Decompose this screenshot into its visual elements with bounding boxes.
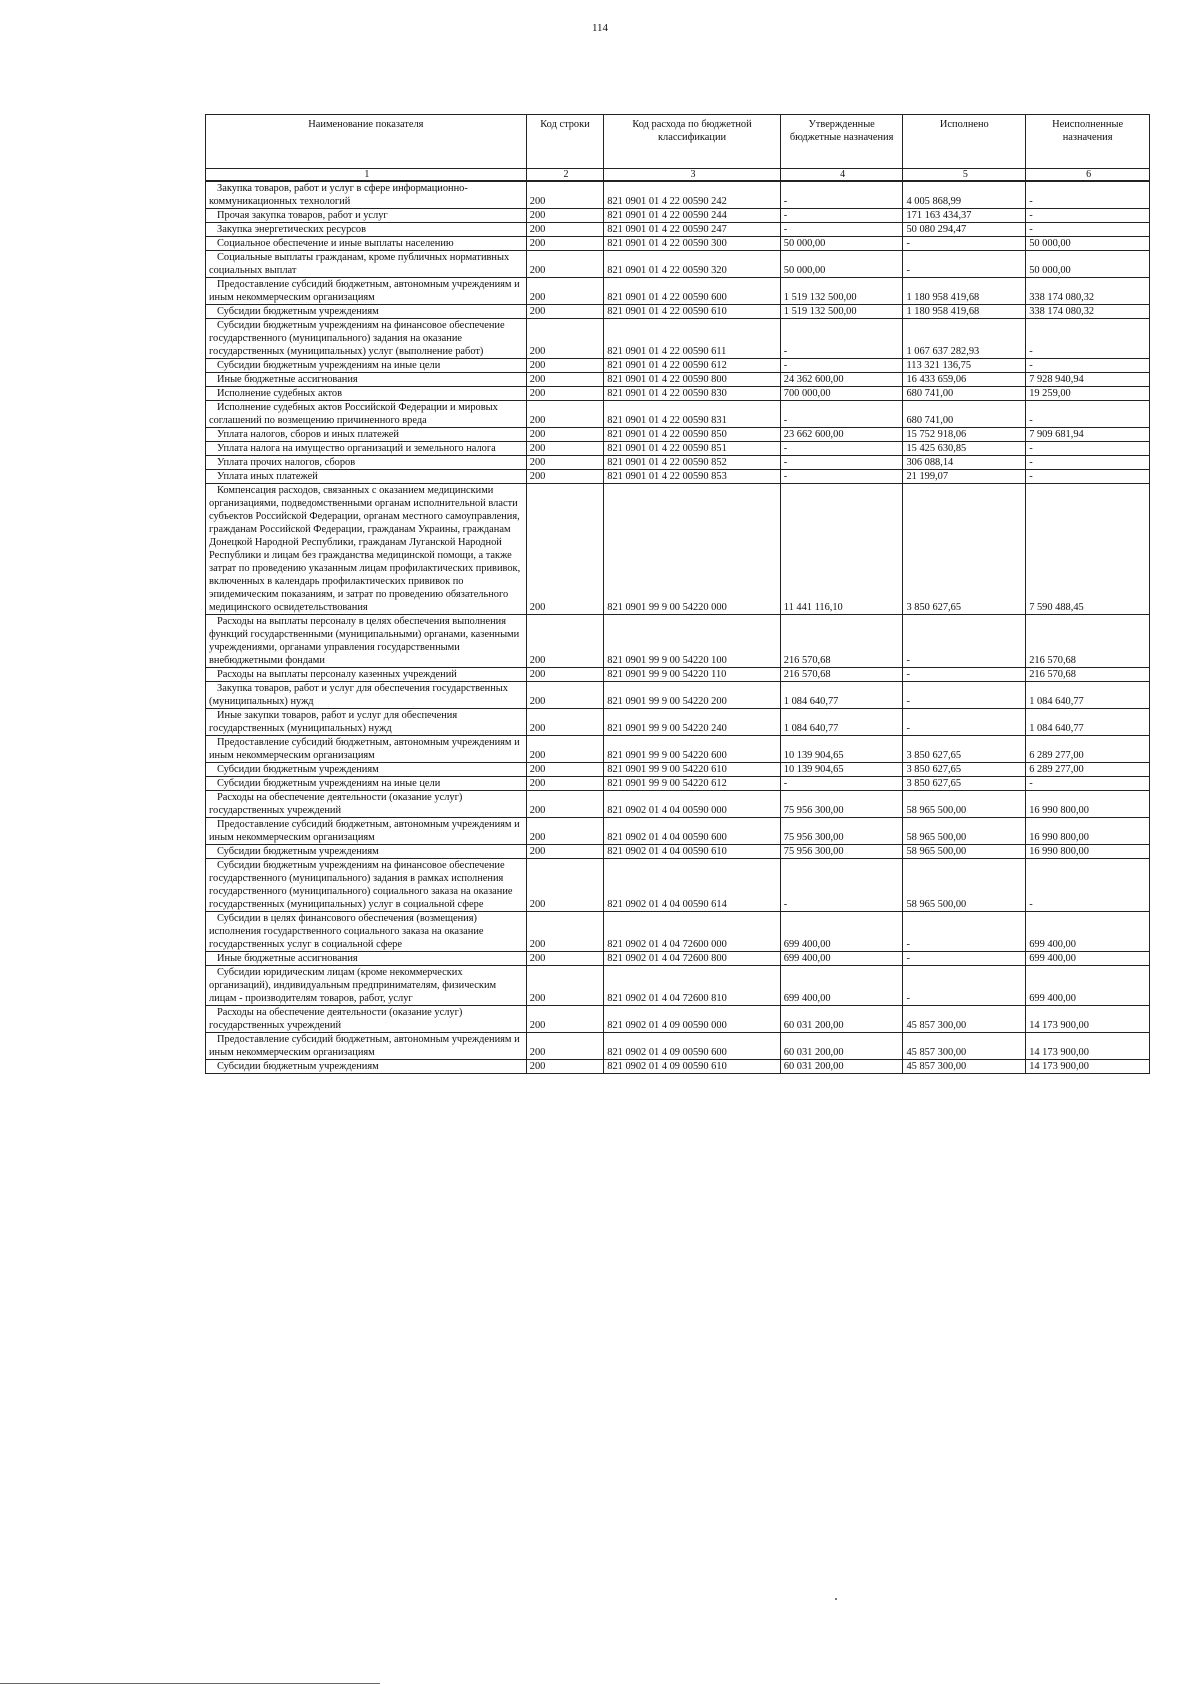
row-line-code: 200 [526,181,604,209]
table-row [206,209,1150,223]
row-approved: 216 570,68 [780,668,903,682]
table-row [206,251,1150,278]
table-row [206,428,1150,442]
row-approved: 1 519 132 500,00 [780,278,903,305]
row-line-code: 200 [526,912,604,952]
row-name: Расходы на выплаты персоналу казенных учреждений [206,668,527,682]
row-unexecuted: 14 173 900,00 [1026,1060,1150,1074]
row-name: Социальное обеспечение и иные выплаты населению [206,237,527,251]
row-name: Предоставление субсидий бюджетным, автономным учреждениям и иным некоммерческим организациям [206,278,527,305]
row-line-code: 200 [526,484,604,615]
row-name: Закупка энергетических ресурсов [206,223,527,237]
row-executed: 1 180 958 419,68 [903,305,1026,319]
row-unexecuted: - [1026,359,1150,373]
row-approved: 75 956 300,00 [780,791,903,818]
row-approved: - [780,223,903,237]
row-budget-code: 821 0902 01 4 04 00590 000 [604,791,781,818]
table-row [206,791,1150,818]
row-approved: 699 400,00 [780,912,903,952]
row-approved: 50 000,00 [780,237,903,251]
table-row [206,859,1150,912]
row-executed: 4 005 868,99 [903,181,1026,209]
row-name: Закупка товаров, работ и услуг в сфере информационно-коммуникационных технологий [206,181,527,209]
row-executed: 3 850 627,65 [903,777,1026,791]
table-row [206,1060,1150,1074]
row-budget-code: 821 0901 01 4 22 00590 242 [604,181,781,209]
row-budget-code: 821 0902 01 4 04 00590 600 [604,818,781,845]
table-row [206,912,1150,952]
row-line-code: 200 [526,223,604,237]
row-line-code: 200 [526,763,604,777]
row-unexecuted: 14 173 900,00 [1026,1006,1150,1033]
row-line-code: 200 [526,682,604,709]
row-approved: 1 519 132 500,00 [780,305,903,319]
row-unexecuted: - [1026,859,1150,912]
row-name: Субсидии бюджетным учреждениям [206,1060,527,1074]
row-unexecuted: - [1026,319,1150,359]
row-name: Субсидии бюджетным учреждениям на иные цели [206,777,527,791]
row-executed: 306 088,14 [903,456,1026,470]
row-budget-code: 821 0901 01 4 22 00590 831 [604,401,781,428]
row-name: Компенсация расходов, связанных с оказанием медицинскими организациями, подведомственными органам исполнительной власти субъектов Российской Федерации, органам местного самоуправления, гражданам Российской Федерации, гражданам Украины, гражданам Донецкой Народной Республики, гражданам Луганской Народной Республики и лицам без гражданства медицинской помощи, а также затрат по проведению указанным лицам профилактических прививок, включенных в календарь профилактических прививок по эпидемическим показаниям, и затрат по проведению обязательного медицинского освидетельствования [206,484,527,615]
table-row [206,777,1150,791]
row-executed: 45 857 300,00 [903,1060,1026,1074]
row-name: Расходы на обеспечение деятельности (оказание услуг) государственных учреждений [206,791,527,818]
header-approved: Утвержденные бюджетные назначения [780,115,903,169]
row-name: Предоставление субсидий бюджетным, автономным учреждениям и иным некоммерческим организациям [206,1033,527,1060]
row-line-code: 200 [526,1006,604,1033]
row-executed: 113 321 136,75 [903,359,1026,373]
row-executed: - [903,668,1026,682]
row-line-code: 200 [526,668,604,682]
row-name: Иные закупки товаров, работ и услуг для обеспечения государственных (муниципальных) нужд [206,709,527,736]
row-approved: - [780,470,903,484]
row-name: Уплата прочих налогов, сборов [206,456,527,470]
row-unexecuted: 699 400,00 [1026,952,1150,966]
row-budget-code: 821 0901 01 4 22 00590 611 [604,319,781,359]
row-line-code: 200 [526,736,604,763]
row-executed: 45 857 300,00 [903,1033,1026,1060]
row-unexecuted: 16 990 800,00 [1026,845,1150,859]
row-budget-code: 821 0901 99 9 00 54220 000 [604,484,781,615]
row-executed: 16 433 659,06 [903,373,1026,387]
row-name: Уплата налогов, сборов и иных платежей [206,428,527,442]
row-approved: 24 362 600,00 [780,373,903,387]
row-executed: 680 741,00 [903,401,1026,428]
row-line-code: 200 [526,373,604,387]
page-number: 114 [591,22,609,34]
budget-execution-table [205,114,1150,1074]
row-approved: 10 139 904,65 [780,736,903,763]
table-row [206,484,1150,615]
row-budget-code: 821 0901 01 4 22 00590 852 [604,456,781,470]
column-number-row [206,169,1150,182]
row-budget-code: 821 0901 99 9 00 54220 240 [604,709,781,736]
row-unexecuted: 216 570,68 [1026,668,1150,682]
row-budget-code: 821 0901 99 9 00 54220 100 [604,615,781,668]
row-budget-code: 821 0901 99 9 00 54220 612 [604,777,781,791]
table-row [206,709,1150,736]
row-line-code: 200 [526,387,604,401]
row-line-code: 200 [526,966,604,1006]
column-number: 4 [780,169,903,182]
row-budget-code: 821 0902 01 4 04 00590 614 [604,859,781,912]
row-line-code: 200 [526,278,604,305]
row-unexecuted: 6 289 277,00 [1026,736,1150,763]
table-row [206,845,1150,859]
row-budget-code: 821 0902 01 4 04 72600 800 [604,952,781,966]
row-name: Уплата иных платежей [206,470,527,484]
row-budget-code: 821 0901 99 9 00 54220 600 [604,736,781,763]
row-unexecuted: 50 000,00 [1026,237,1150,251]
row-approved: 75 956 300,00 [780,818,903,845]
column-number: 3 [604,169,781,182]
table-row [206,278,1150,305]
column-number: 2 [526,169,604,182]
row-approved: 50 000,00 [780,251,903,278]
row-budget-code: 821 0902 01 4 09 00590 600 [604,1033,781,1060]
row-executed: 3 850 627,65 [903,484,1026,615]
row-name: Иные бюджетные ассигнования [206,952,527,966]
row-approved: - [780,401,903,428]
row-unexecuted: - [1026,223,1150,237]
row-budget-code: 821 0901 99 9 00 54220 200 [604,682,781,709]
row-executed: 50 080 294,47 [903,223,1026,237]
row-line-code: 200 [526,456,604,470]
row-name: Субсидии бюджетным учреждениям [206,845,527,859]
row-approved: - [780,359,903,373]
table-body [206,181,1150,1074]
table-row [206,456,1150,470]
row-budget-code: 821 0901 01 4 22 00590 853 [604,470,781,484]
row-approved: 699 400,00 [780,952,903,966]
row-line-code: 200 [526,237,604,251]
row-unexecuted: - [1026,209,1150,223]
row-unexecuted: 16 990 800,00 [1026,791,1150,818]
row-unexecuted: - [1026,470,1150,484]
row-executed: 15 752 918,06 [903,428,1026,442]
table-row [206,818,1150,845]
row-unexecuted: 216 570,68 [1026,615,1150,668]
row-unexecuted: 1 084 640,77 [1026,682,1150,709]
header-name: Наименование показателя [206,115,527,169]
row-unexecuted: - [1026,442,1150,456]
row-executed: - [903,615,1026,668]
row-executed: - [903,966,1026,1006]
row-budget-code: 821 0901 01 4 22 00590 247 [604,223,781,237]
row-line-code: 200 [526,709,604,736]
row-executed: 58 965 500,00 [903,845,1026,859]
row-name: Субсидии бюджетным учреждениям [206,305,527,319]
row-name: Предоставление субсидий бюджетным, автономным учреждениям и иным некоммерческим организациям [206,736,527,763]
row-unexecuted: 6 289 277,00 [1026,763,1150,777]
row-line-code: 200 [526,1033,604,1060]
table-row [206,223,1150,237]
row-budget-code: 821 0901 01 4 22 00590 612 [604,359,781,373]
row-budget-code: 821 0901 99 9 00 54220 110 [604,668,781,682]
row-budget-code: 821 0901 01 4 22 00590 320 [604,251,781,278]
row-budget-code: 821 0902 01 4 09 00590 000 [604,1006,781,1033]
row-name: Прочая закупка товаров, работ и услуг [206,209,527,223]
row-approved: 1 084 640,77 [780,709,903,736]
row-line-code: 200 [526,859,604,912]
row-budget-code: 821 0902 01 4 04 00590 610 [604,845,781,859]
row-line-code: 200 [526,428,604,442]
row-unexecuted: 7 590 488,45 [1026,484,1150,615]
column-number: 6 [1026,169,1150,182]
row-unexecuted: 338 174 080,32 [1026,305,1150,319]
row-line-code: 200 [526,359,604,373]
row-executed: - [903,952,1026,966]
row-budget-code: 821 0901 01 4 22 00590 800 [604,373,781,387]
row-line-code: 200 [526,952,604,966]
row-executed: 1 180 958 419,68 [903,278,1026,305]
row-line-code: 200 [526,615,604,668]
row-budget-code: 821 0901 01 4 22 00590 244 [604,209,781,223]
row-executed: 3 850 627,65 [903,763,1026,777]
table-row [206,1033,1150,1060]
scan-speck [835,1598,837,1600]
row-executed: - [903,251,1026,278]
row-line-code: 200 [526,845,604,859]
row-line-code: 200 [526,470,604,484]
row-executed: 45 857 300,00 [903,1006,1026,1033]
row-approved: - [780,859,903,912]
row-executed: - [903,237,1026,251]
table-row [206,470,1150,484]
row-executed: 58 965 500,00 [903,859,1026,912]
row-unexecuted: 7 909 681,94 [1026,428,1150,442]
row-name: Расходы на выплаты персоналу в целях обеспечения выполнения функций государственными (муниципальными) органами, казенными учреждениями, органами управления государственными внебюджетными фондами [206,615,527,668]
row-budget-code: 821 0901 99 9 00 54220 610 [604,763,781,777]
row-name: Субсидии бюджетным учреждениям [206,763,527,777]
column-number: 5 [903,169,1026,182]
row-line-code: 200 [526,401,604,428]
row-approved: 75 956 300,00 [780,845,903,859]
row-budget-code: 821 0901 01 4 22 00590 300 [604,237,781,251]
row-executed: 171 163 434,37 [903,209,1026,223]
row-executed: 1 067 637 282,93 [903,319,1026,359]
row-unexecuted: 7 928 940,94 [1026,373,1150,387]
row-approved: 10 139 904,65 [780,763,903,777]
row-executed: 21 199,07 [903,470,1026,484]
row-budget-code: 821 0901 01 4 22 00590 850 [604,428,781,442]
row-unexecuted: 14 173 900,00 [1026,1033,1150,1060]
row-executed: - [903,912,1026,952]
table-row [206,387,1150,401]
row-executed: 15 425 630,85 [903,442,1026,456]
row-unexecuted: 50 000,00 [1026,251,1150,278]
row-unexecuted: - [1026,777,1150,791]
row-unexecuted: 19 259,00 [1026,387,1150,401]
row-name: Исполнение судебных актов [206,387,527,401]
row-unexecuted: 699 400,00 [1026,912,1150,952]
row-line-code: 200 [526,305,604,319]
row-unexecuted: 16 990 800,00 [1026,818,1150,845]
table-row [206,1006,1150,1033]
table-row [206,952,1150,966]
table-row [206,305,1150,319]
row-name: Субсидии в целях финансового обеспечения (возмещения) исполнения государственного социального заказа на оказание государственных услуг в социальной сфере [206,912,527,952]
row-name: Закупка товаров, работ и услуг для обеспечения государственных (муниципальных) нужд [206,682,527,709]
table-row [206,442,1150,456]
row-name: Социальные выплаты гражданам, кроме публичных нормативных социальных выплат [206,251,527,278]
scan-edge-line [0,1683,380,1684]
column-number: 1 [206,169,527,182]
row-approved: - [780,777,903,791]
row-approved: - [780,209,903,223]
row-unexecuted: 1 084 640,77 [1026,709,1150,736]
header-line-code: Код строки [526,115,604,169]
row-approved: 1 084 640,77 [780,682,903,709]
table-row [206,682,1150,709]
row-line-code: 200 [526,1060,604,1074]
row-name: Субсидии бюджетным учреждениям на иные цели [206,359,527,373]
row-executed: 680 741,00 [903,387,1026,401]
row-executed: 58 965 500,00 [903,818,1026,845]
row-executed: - [903,709,1026,736]
row-budget-code: 821 0901 01 4 22 00590 610 [604,305,781,319]
row-approved: 11 441 116,10 [780,484,903,615]
row-line-code: 200 [526,319,604,359]
row-approved: 60 031 200,00 [780,1006,903,1033]
row-budget-code: 821 0901 01 4 22 00590 830 [604,387,781,401]
table-row [206,181,1150,209]
row-approved: 60 031 200,00 [780,1060,903,1074]
row-approved: 216 570,68 [780,615,903,668]
row-name: Субсидии юридическим лицам (кроме некоммерческих организаций), индивидуальным предпринимателям, физическим лицам - производителям товаров, работ, услуг [206,966,527,1006]
table-row [206,237,1150,251]
row-unexecuted: 338 174 080,32 [1026,278,1150,305]
row-approved: 23 662 600,00 [780,428,903,442]
row-budget-code: 821 0902 01 4 04 72600 810 [604,966,781,1006]
row-approved: - [780,456,903,470]
table-row [206,966,1150,1006]
table-row [206,736,1150,763]
table-row [206,615,1150,668]
row-approved: 700 000,00 [780,387,903,401]
table-header [206,115,1150,182]
row-budget-code: 821 0902 01 4 09 00590 610 [604,1060,781,1074]
row-approved: - [780,181,903,209]
row-approved: 699 400,00 [780,966,903,1006]
row-unexecuted: - [1026,401,1150,428]
row-name: Субсидии бюджетным учреждениям на финансовое обеспечение государственного (муниципального) задания в рамках исполнения государственного (муниципального) социального заказа на оказание государственных (муниципальных) услуг в социальной сфере [206,859,527,912]
row-name: Расходы на обеспечение деятельности (оказание услуг) государственных учреждений [206,1006,527,1033]
header-budget-code: Код расхода по бюджетной классификации [604,115,781,169]
row-name: Иные бюджетные ассигнования [206,373,527,387]
row-line-code: 200 [526,777,604,791]
row-name: Субсидии бюджетным учреждениям на финансовое обеспечение государственного (муниципального) задания на оказание государственных (муниципальных) услуг (выполнение работ) [206,319,527,359]
row-approved: - [780,442,903,456]
table-row [206,401,1150,428]
header-unexecuted: Неисполненные назначения [1026,115,1150,169]
row-name: Исполнение судебных актов Российской Федерации и мировых соглашений по возмещению причиненного вреда [206,401,527,428]
table-row [206,319,1150,359]
row-unexecuted: 699 400,00 [1026,966,1150,1006]
row-executed: 58 965 500,00 [903,791,1026,818]
row-line-code: 200 [526,818,604,845]
row-unexecuted: - [1026,181,1150,209]
table-row [206,359,1150,373]
row-approved: 60 031 200,00 [780,1033,903,1060]
row-executed: 3 850 627,65 [903,736,1026,763]
row-unexecuted: - [1026,456,1150,470]
row-line-code: 200 [526,209,604,223]
row-line-code: 200 [526,791,604,818]
table-row [206,668,1150,682]
row-name: Уплата налога на имущество организаций и земельного налога [206,442,527,456]
row-budget-code: 821 0902 01 4 04 72600 000 [604,912,781,952]
row-executed: - [903,682,1026,709]
table-row [206,373,1150,387]
row-line-code: 200 [526,251,604,278]
table-row [206,763,1150,777]
header-executed: Исполнено [903,115,1026,169]
row-approved: - [780,319,903,359]
row-budget-code: 821 0901 01 4 22 00590 600 [604,278,781,305]
row-budget-code: 821 0901 01 4 22 00590 851 [604,442,781,456]
row-name: Предоставление субсидий бюджетным, автономным учреждениям и иным некоммерческим организациям [206,818,527,845]
row-line-code: 200 [526,442,604,456]
